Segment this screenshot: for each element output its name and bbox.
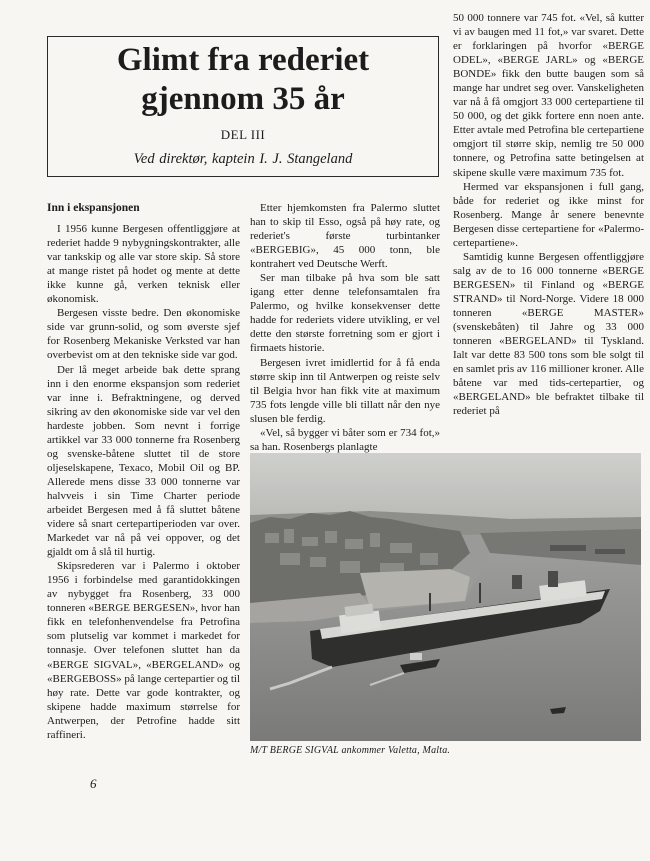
title-box [47, 36, 439, 177]
ship-harbor-photo [250, 453, 641, 741]
paragraph: «Vel, så bygger vi båter som er 734 fot,» sa han. Rosenbergs planlagte [250, 426, 440, 453]
paragraph: Skipsrederen var i Palermo i oktober 1956 i forbindelse med garantidokkingen av nybygget fra Rosenberg, 33 000 tonneren «BERGE BERGESEN», hvor han fikk en telefonhenvendelse fra Petrofina som plutselig var kommet i markedet for tonnasje. Over telefonen sluttet han da «BERGE SIGVAL», «BERGELAND» og «BERGEBOSS» på lange certepartier og til høy rate. Dette var gode kontrakter, og skipene hadde maximum størrelse for Antwerpen, der Petrofine hadde sitt raffineri. [47, 560, 240, 741]
paragraph: Ser man tilbake på hva som ble satt igang etter denne telefonsamtalen fra Palermo, og hvilke konsekvenser dette hadde for rederiets videre utvikling, er vel dette den største forretning som er gjort i firmaets historie. [250, 272, 440, 355]
text-column-2 [250, 201, 440, 454]
paragraph: Hermed var ekspansjonen i full gang, både for rederiet og ikke minst for Rosenberg. Mange år senere benevnte Bergesen disse certepartiene for «Palermo-certepartiene». [453, 180, 644, 249]
text-column-3 [453, 11, 644, 418]
paragraph: I 1956 kunne Bergesen offentliggjøre at rederiet hadde 9 nybygningskontrakter, alle var tankskip og alle var store skip. Så store at mange ristet på hodet og mente at dette ikke kunne gå, verken teknisk eller økonomisk. [47, 223, 240, 306]
article-title-line-2: gjennom 35 år [141, 81, 345, 117]
ship-photo-illustration [250, 453, 641, 741]
text-column-1 [47, 201, 240, 742]
page-number: 6 [90, 776, 97, 791]
paragraph: Etter hjemkomsten fra Palermo sluttet han to skip til Esso, også på høy rate, og rederiet's første turbintanker «BERGEBIG», 45 000 tonn, ble kontrahert ved Deutsche Werft. [250, 202, 440, 271]
paragraph: Samtidig kunne Bergesen offentliggjøre salg av de to 16 000 tonnerne «BERGE BERGESEN» til Finland og «BERGE STRAND» til Nord-Norge. Videre 18 000 tonneren «BERGE MASTER» (svenskebåten) til Jahre og 33 000 tonneren «BERGELAND» til Tyskland. Ialt var dette 83 500 tons som ble solgt til en samlet pris av 116 millioner kroner. Alle båtene var med tids-certepartier, og «BERGELAND» ble befraktet tilbake til rederiet på [453, 250, 644, 418]
paragraph: Der lå meget arbeide bak dette sprang inn i den enorme ekspansjon som rederiet var inne i. Befraktningene, og derved sikring av den økonomiske side var vel den hardeste jobben. Som nevnt i forrige artikkel var 33 000 tonnerne fra Rosenberg og svenske-båtene sluttet til de store oljeselskapene, Texaco, Mobil Oil og BP. Allerede mens disse 33 000 tonnerne var halvveis i sin Time Charter periode arbeidet Bergesen med å få sluttet båtene videre så snart certepartiperioden var over. Markedet var nå på vei oppover, og det gjaldt om å slå til hurtig. [47, 363, 240, 559]
article-part: DEL III [220, 127, 266, 142]
paragraph: Bergesen visste bedre. Den økonomiske side var grunn-solid, og som øverste sjef for Rosenberg Mekaniske Verksted var han overbevist om at den tekniske side var god. [47, 307, 240, 362]
article-byline: Ved direktør, kaptein I. J. Stangeland [133, 151, 353, 167]
paragraph: 50 000 tonnere var 745 fot. «Vel, så kutter vi av baugen med 11 fot,» var svaret. Dette er forklaringen på hvorfor «BERGE ODEL», «BERGE JARL» og «BERGE BONDE» fikk den butte baugen som så mange har undret seg over. Vanskeligheten var nå å få omgjort 33 000 certepartiene til 50 000, og det gikk fortere enn noen ante. Etter avtale med Petrofina ble certepartiene omgjort til større skip, nemlig tre 50 000 tonnere, og Petrofina satte betingelsen at skipene skulle være maximum 735 fot. [453, 12, 644, 179]
section-heading: Inn i ekspansjonen [47, 202, 140, 214]
article-title-line-1: Glimt fra rederiet [116, 42, 370, 78]
paragraph: Bergesen ivret imidlertid for å få enda større skip inn til Antwerpen og reiste selv til Belgia hvor han fikk vite at maximum 735 fots lengde ville bli tillatt når den nye slusen ble ferdig. [250, 356, 440, 425]
photo-caption: M/T BERGE SIGVAL ankommer Valetta, Malta. [250, 745, 451, 756]
